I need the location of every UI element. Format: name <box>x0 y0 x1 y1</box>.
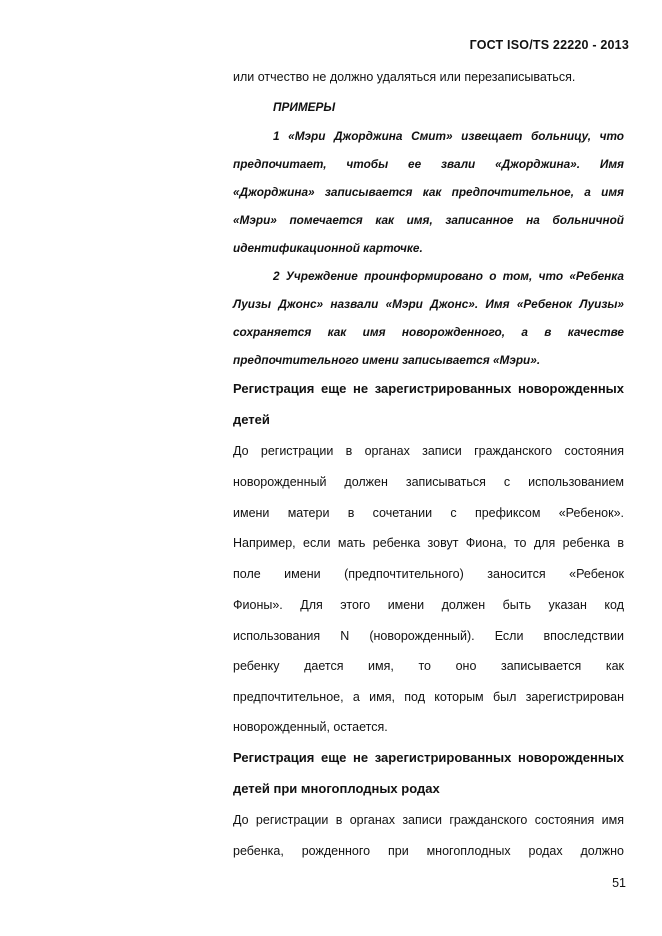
section-heading: детей <box>233 412 270 427</box>
example-line: «Джорджина» записывается как предпочтительное, а имя <box>233 185 624 199</box>
paragraph-line: Например, если мать ребенка зовут Фиона, то для ребенка в <box>233 536 624 550</box>
section-heading: Регистрация еще не зарегистрированных новорожденных <box>233 381 624 396</box>
paragraph-line: предпочтительное, а имя, под которым был зарегистрирован <box>233 690 624 704</box>
example-line: 1 «Мэри Джорджина Смит» извещает больницу, что <box>273 129 624 143</box>
paragraph-line: поле имени (предпочтительного) заносится «Ребенок <box>233 567 624 581</box>
example-line: предпочтительного имени записывается «Мэри». <box>233 353 541 367</box>
example-line: предпочитает, чтобы ее звали «Джорджина». Имя <box>233 157 624 171</box>
example-line: 2 Учреждение проинформировано о том, что «Ребенка <box>273 269 624 283</box>
page-number: 51 <box>612 876 626 890</box>
paragraph-line: новорожденный, остается. <box>233 720 388 734</box>
document-header: ГОСТ ISO/TS 22220 - 2013 <box>469 38 629 52</box>
section-heading: Регистрация еще не зарегистрированных новорожденных <box>233 750 624 765</box>
paragraph-line: До регистрации в органах записи гражданского состояния <box>233 444 624 458</box>
paragraph-line: Фионы». Для этого имени должен быть указан код <box>233 598 624 612</box>
paragraph-line: имени матери в сочетании с префиксом «Ребенок». <box>233 506 624 520</box>
paragraph-line: новорожденный должен записываться с использованием <box>233 475 624 489</box>
section-heading: детей при многоплодных родах <box>233 781 440 796</box>
paragraph-line: или отчество не должно удаляться или перезаписываться. <box>233 70 576 84</box>
examples-heading: ПРИМЕРЫ <box>273 100 336 114</box>
paragraph-line: ребенку дается имя, то оно записывается как <box>233 659 624 673</box>
example-line: сохраняется как имя новорожденного, а в качестве <box>233 325 624 339</box>
example-line: идентификационной карточке. <box>233 241 423 255</box>
paragraph-line: использования N (новорожденный). Если впоследствии <box>233 629 624 643</box>
example-line: Луизы Джонс» назвали «Мэри Джонс». Имя «Ребенок Луизы» <box>233 297 624 311</box>
example-line: «Мэри» помечается как имя, записанное на больничной <box>233 213 624 227</box>
paragraph-line: ребенка, рожденного при многоплодных родах должно <box>233 844 624 858</box>
paragraph-line: До регистрации в органах записи гражданского состояния имя <box>233 813 624 827</box>
